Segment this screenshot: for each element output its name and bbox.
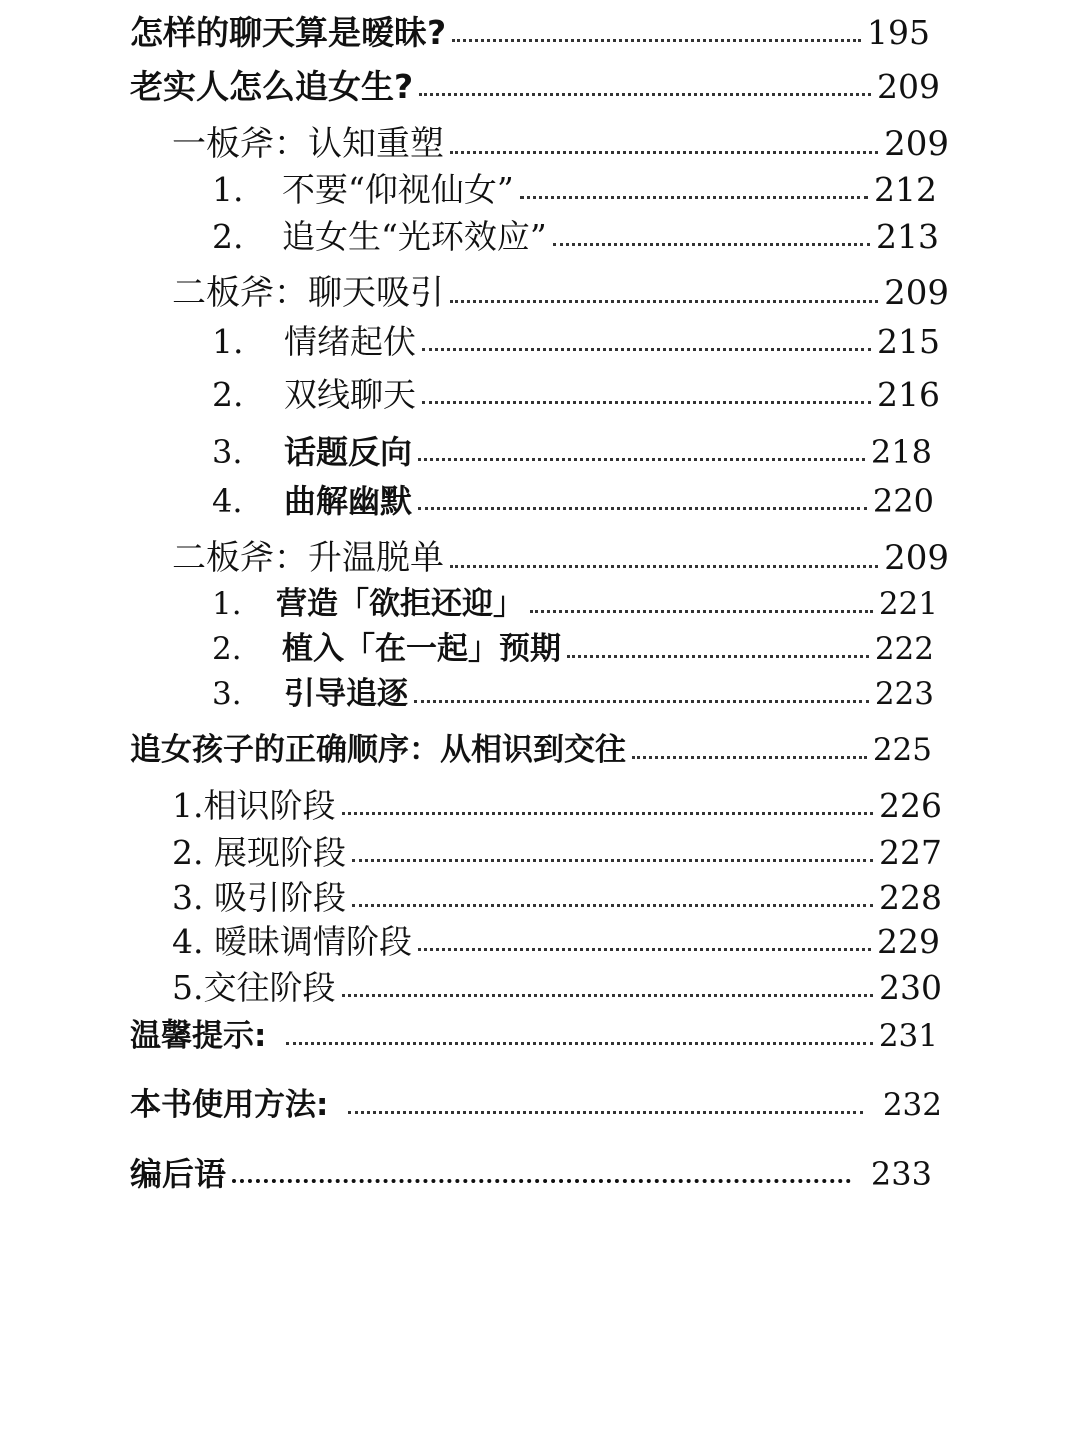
- toc-title: 植入「在一起」预期: [282, 631, 561, 667]
- toc-title: 4. 暧昧调情阶段: [172, 922, 412, 961]
- toc-number: 2.: [212, 217, 244, 256]
- toc-entry: [172, 922, 940, 961]
- toc-page: 231: [878, 1018, 938, 1054]
- toc-entry: [212, 375, 940, 414]
- toc-entry: [212, 586, 938, 622]
- toc-entry: [130, 1018, 938, 1054]
- toc-page: 209: [884, 273, 949, 313]
- toc-title: 5.交往阶段: [172, 968, 336, 1007]
- toc-leader: [450, 151, 878, 154]
- toc-entry: [212, 217, 939, 256]
- toc-page: 195: [867, 13, 930, 52]
- toc-entry: [172, 786, 942, 825]
- toc-title: 双线聊天: [284, 375, 416, 414]
- toc-number: 3.: [212, 433, 243, 471]
- toc-leader: [422, 401, 871, 404]
- toc-page: 228: [879, 878, 942, 917]
- toc-page: 212: [874, 170, 937, 209]
- toc-leader: [530, 610, 873, 613]
- toc-entry: [130, 67, 940, 106]
- toc-entry: [172, 273, 949, 313]
- toc-number: 3.: [212, 676, 242, 712]
- toc-leader: [418, 458, 865, 461]
- toc-entry: [172, 124, 949, 164]
- toc-leader: [342, 994, 874, 997]
- toc-page: 230: [879, 968, 942, 1007]
- toc-page: 227: [879, 833, 942, 872]
- toc-title: 追女孩子的正确顺序：从相识到交往: [130, 732, 626, 768]
- toc-leader: [352, 859, 873, 862]
- toc-leader: [450, 300, 878, 303]
- toc-page: 213: [876, 217, 939, 256]
- toc-leader: [520, 196, 868, 199]
- toc-leader: [452, 39, 861, 42]
- toc-title: 二板斧：升温脱单: [172, 538, 444, 578]
- toc-title: 2. 展现阶段: [172, 833, 346, 872]
- toc-title: 老实人怎么追女生?: [130, 67, 414, 106]
- toc-number: 2.: [212, 375, 244, 414]
- toc-entry: [172, 968, 942, 1007]
- toc-title: 引导追逐: [284, 676, 408, 712]
- toc-leader: [414, 700, 869, 703]
- toc-leader: [553, 243, 870, 246]
- toc-leader: [348, 1111, 862, 1114]
- toc-title: 不要“仰视仙女”: [282, 170, 514, 209]
- toc-page: 226: [879, 786, 942, 825]
- toc-page: 218: [870, 433, 932, 471]
- toc-number: 4.: [212, 482, 243, 520]
- toc-title: 情绪起伏: [284, 322, 416, 361]
- toc-page: 220: [872, 482, 934, 520]
- toc-title: 1.相识阶段: [172, 786, 336, 825]
- toc-leader: [232, 1179, 851, 1183]
- toc-title: 怎样的聊天算是暧昧?: [130, 13, 447, 52]
- toc-entry: [212, 322, 940, 361]
- toc-number: 1.: [212, 586, 242, 622]
- toc-page: 233: [870, 1155, 932, 1193]
- toc-leader: [422, 348, 871, 351]
- toc-leader: [419, 93, 871, 96]
- toc-page: 221: [878, 586, 938, 622]
- toc-title: 营造「欲拒还迎」: [276, 586, 524, 622]
- toc-page: 222: [874, 631, 934, 667]
- toc-number: 1.: [212, 170, 244, 209]
- toc-title: 本书使用方法:: [130, 1087, 329, 1123]
- toc-entry: [172, 538, 949, 578]
- toc-title: 追女生“光环效应”: [282, 217, 547, 256]
- toc-page: 223: [874, 676, 934, 712]
- toc-entry: [212, 170, 937, 209]
- toc-title: 温馨提示:: [130, 1018, 267, 1054]
- toc-number: 1.: [212, 322, 244, 361]
- toc-leader: [567, 655, 869, 658]
- toc-title: 二板斧：聊天吸引: [172, 273, 444, 313]
- toc-entry: [212, 433, 932, 471]
- toc-leader: [342, 812, 874, 815]
- toc-entry: [130, 732, 932, 768]
- toc-leader: [418, 948, 871, 951]
- toc-entry: [172, 833, 942, 872]
- toc-entry: [172, 878, 942, 917]
- toc-leader: [418, 507, 867, 510]
- toc-entry: [212, 482, 934, 520]
- toc-page: 229: [877, 922, 940, 961]
- toc-entry: [212, 631, 934, 667]
- toc-page: 216: [877, 375, 940, 414]
- toc-leader: [286, 1042, 872, 1045]
- toc-title: 曲解幽默: [284, 482, 413, 520]
- toc-leader: [450, 565, 878, 568]
- toc-page: 209: [884, 124, 949, 164]
- toc-title: 一板斧：认知重塑: [172, 124, 444, 164]
- toc-title: 话题反向: [284, 433, 413, 471]
- toc-title: 3. 吸引阶段: [172, 878, 346, 917]
- toc-number: 2.: [212, 631, 242, 667]
- toc-page: 209: [884, 538, 949, 578]
- toc-entry: [130, 13, 930, 52]
- toc-entry: [130, 1087, 942, 1123]
- toc-page: 232: [882, 1087, 942, 1123]
- toc-title: 编后语: [130, 1155, 227, 1193]
- toc-page: 225: [872, 732, 932, 768]
- toc-page: 215: [877, 322, 940, 361]
- toc-entry: [212, 676, 934, 712]
- toc-page: 209: [877, 67, 940, 106]
- toc-entry: [130, 1155, 932, 1193]
- toc-leader: [632, 756, 867, 759]
- toc-leader: [352, 904, 873, 907]
